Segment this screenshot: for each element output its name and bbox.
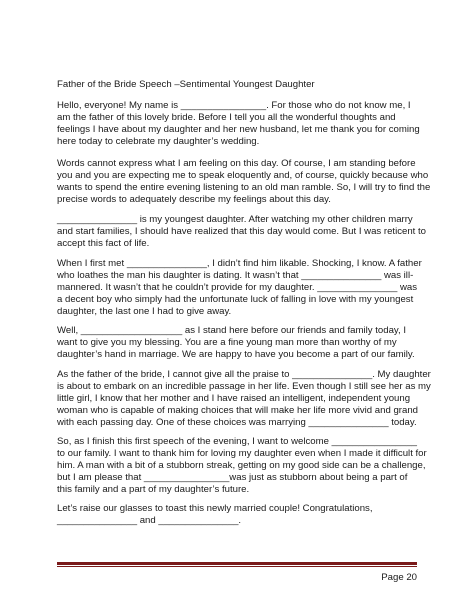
text-line: woman who is capable of making choices that will make her life more vivid and grand [57, 405, 419, 416]
text-line: little girl, I know that her mother and I have raised an intelligent, independent young [57, 393, 411, 404]
paragraph-blessing [57, 325, 427, 361]
text-line: is about to embark on an incredible passage in her life. Even though I still see her as my [57, 381, 431, 392]
text-line: am the father of this lovely bride. Before I tell you all the wonderful thoughts and [57, 112, 396, 123]
paragraph-greeting [57, 100, 427, 148]
page-number: Page 20 [381, 572, 417, 583]
paragraph-youngest-daughter [57, 214, 427, 250]
text-line: mannered. It wasn’t that he couldn’t provide for my daughter. _______________ was [57, 282, 418, 293]
text-line: here today to celebrate my daughter’s wedding. [57, 136, 260, 147]
text-line: feelings I have about my daughter and her new husband, let me thank you for coming [57, 124, 420, 135]
text-line: Words cannot express what I am feeling on this day. Of course, I am standing before [57, 158, 416, 169]
footer-divider [57, 562, 417, 565]
text-line: daughter, the last one I had to give away. [57, 306, 232, 317]
paragraph-first-met [57, 258, 427, 318]
text-line: who loathes the man his daughter is dating. It wasn’t that _______________ was ill- [57, 270, 414, 281]
text-line: Hello, everyone! My name is ________________. For those who do not know me, I [57, 100, 411, 111]
paragraph-praise [57, 369, 431, 429]
text-line: to our family. I want to thank him for loving my daughter even when I made it difficult for [57, 448, 427, 459]
text-line: _______________ is my youngest daughter. After watching my other children marry [57, 214, 413, 225]
text-line: and start families, I should have realized that this day would come. But I was reticent to [57, 226, 427, 237]
text-line: this family and a part of my daughter’s future. [57, 484, 250, 495]
text-line: When I first met _______________, I didn’t find him likable. Shocking, I know. A father [57, 258, 422, 269]
paragraph-welcome [57, 436, 427, 496]
text-line: _______________ and _______________. [57, 515, 242, 526]
text-line: him. A man with a bit of a stubborn streak, getting on my good side can be a challenge, [57, 460, 426, 471]
text-line: but I am please that ________________was just as stubborn about being a part of [57, 472, 408, 483]
text-line: As the father of the bride, I cannot give all the praise to _______________. My daughter [57, 369, 431, 380]
text-line: daughter’s hand in marriage. We are happy to have you become a part of our family. [57, 349, 415, 360]
text-line: wants to spend the entire evening listening to an old man ramble. So, I will try to find the [57, 182, 431, 193]
paragraph-toast [57, 503, 427, 527]
text-line: Let’s raise our glasses to toast this newly married couple! Congratulations, [57, 503, 373, 514]
footer-divider-thin [57, 566, 417, 567]
text-line: you and you are expecting me to speak eloquently and, of course, quickly because who [57, 170, 429, 181]
text-line: accept this fact of life. [57, 238, 150, 249]
text-line: with each passing day. One of these choices was marrying _______________ today. [57, 417, 417, 428]
document-title: Father of the Bride Speech –Sentimental Youngest Daughter [57, 79, 315, 90]
text-line: precise words to adequately describe my feelings about this day. [57, 194, 331, 205]
text-line: a decent boy who simply had the unfortunate luck of falling in love with my youngest [57, 294, 414, 305]
text-line: want to give you my blessing. You are a fine young man more than worthy of my [57, 337, 397, 348]
text-line: So, as I finish this first speech of the evening, I want to welcome ________________ [57, 436, 417, 447]
text-line: Well, ___________________ as I stand here before our friends and family today, I [57, 325, 406, 336]
paragraph-words [57, 158, 431, 206]
